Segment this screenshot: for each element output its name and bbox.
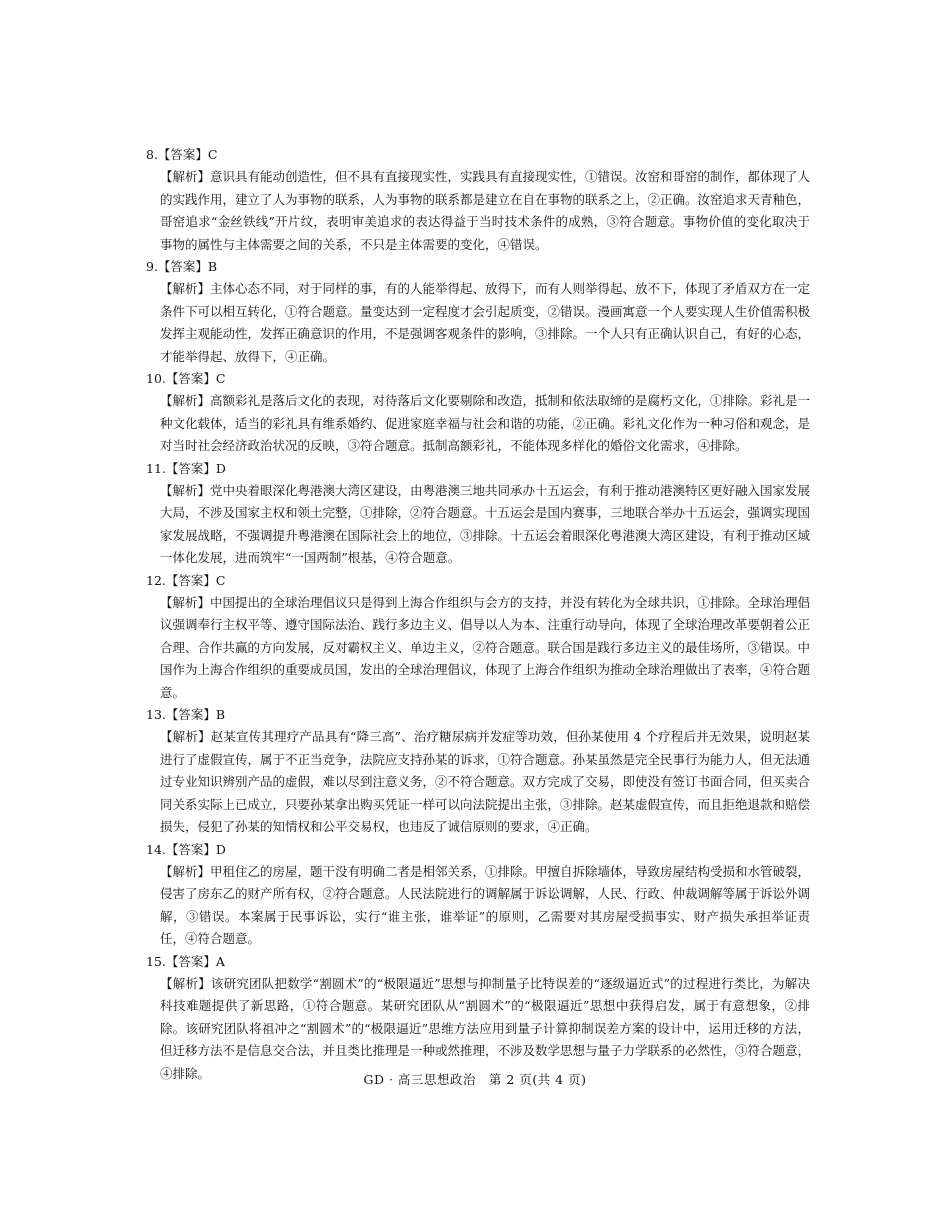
question-12 [146,570,810,705]
answer-line: 10.【答案】C [146,371,226,386]
answer-line: 14.【答案】D [146,841,226,857]
analysis-paragraph: 【解析】中国提出的全球治理倡议只是得到上海合作组织与会方的支持，并没有转化为全球共识，①排除。全球治理倡议强调奉行主权平等、遵守国际法治、践行多边主义、倡导以人为本、注重行动导向，体现了全球治理改革要朝着公正合理、合作共赢的方向发展，反对霸权主义、单边主义，②符合题意。联合国是践行多边主义的最佳场所，③错误。中国作为上海合作组织的重要成员国，发出的全球治理倡议，体现了上海合作组织为推动全球治理做出了表率，④符合题意。 [160,594,811,700]
analysis-paragraph: 【解析】意识具有能动创造性，但不具有直接现实性，实践具有直接现实性，①错误。汝窑和哥窑的制作，都体现了人的实践作用，建立了人为事物的联系，人为事物的联系都是建立在自在事物的联系之上，②正确。汝窑追求天青釉色，哥窑追求“金丝铁线”开片纹，表明审美追求的表达得益于当时技术条件的成熟，③符合题意。事物价值的变化取决于事物的属性与主体需要之间的关系，不只是主体需要的变化，④错误。 [160,169,811,252]
page-footer: GD · 高三思想政治 第 2 页(共 4 页) [363,1072,587,1087]
answer-line: 13.【答案】B [146,707,226,722]
answer-key-content [146,144,810,1085]
answer-line: 8.【答案】C [146,147,218,162]
answer-line: 12.【答案】C [146,572,226,588]
answer-line: 9.【答案】B [146,259,218,274]
question-9 [146,256,810,368]
question-13 [146,704,810,839]
answer-line: 15.【答案】A [146,953,225,969]
question-15 [146,951,810,1086]
question-8 [146,144,810,256]
question-11 [146,458,810,570]
analysis-paragraph: 【解析】高额彩礼是落后文化的表现，对待落后文化要剔除和改造，抵制和依法取缔的是腐朽文化，①排除。彩礼是一种文化载体，适当的彩礼具有维系婚约、促进家庭幸福与社会和谐的功能，②正确。彩礼文化作为一种习俗和观念，是对当时社会经济政治状况的反映，③符合题意。抵制高额彩礼，不能体现多样化的婚俗文化需求，④排除。 [160,393,811,453]
analysis-paragraph: 【解析】主体心态不同，对于同样的事，有的人能举得起、放得下，而有人则举得起、放不下，体现了矛盾双方在一定条件下可以相互转化，①符合题意。量变达到一定程度才会引起质变，②错误。漫画寓意一个人要实现人生价值需积极发挥主观能动性，发挥正确意识的作用，不是强调客观条件的影响，③排除。一个人只有正确认识自己，有好的心态，才能举得起、放得下，④正确。 [160,281,811,364]
analysis-paragraph: 【解析】甲租住乙的房屋，题干没有明确二者是相邻关系，①排除。甲擅自拆除墙体，导致房屋结构受损和水管破裂，侵害了房东乙的财产所有权，②符合题意。人民法院进行的调解属于诉讼调解，人民、行政、仲裁调解等属于诉讼外调解，③错误。本案属于民事诉讼，实行“谁主张，谁举证”的原则，乙需要对其房屋受损事实、财产损失承担举证责任，④符合题意。 [160,863,811,946]
question-14 [146,839,810,951]
question-10 [146,368,810,458]
analysis-paragraph: 【解析】赵某宣传其理疗产品具有“降三高”、治疗糖尿病并发症等功效，但孙某使用 4 个疗程后并无效果，说明赵某进行了虚假宣传，属于不正当竞争，法院应支持孙某的诉求，①符合题意。孙某虽然是完全民事行为能力人，但无法通过专业知识辨别产品的虚假，难以尽到注意义务，②不符合题意。双方完成了交易，即使没有签订书面合同，但买卖合同关系实际上已成立，只要孙某拿出购买凭证一样可以向法院提出主张，③排除。赵某虚假宣传，而且拒绝退款和赔偿损失，侵犯了孙某的知情权和公平交易权，也违反了诚信原则的要求，④正确。 [160,729,811,834]
analysis-paragraph: 【解析】党中央着眼深化粤港澳大湾区建设，由粤港澳三地共同承办十五运会，有利于推动港澳特区更好融入国家发展大局，不涉及国家主权和领土完整，①排除，②符合题意。十五运会是国内赛事，三地联合举办十五运会，强调实现国家发展战略，不强调提升粤港澳在国际社会上的地位，③排除。十五运会着眼深化粤港澳大湾区建设，有利于推动区域一体化发展，进而筑牢“一国两制”根基，④符合题意。 [160,482,811,565]
analysis-paragraph: 【解析】该研究团队把数学“割圆术”的“极限逼近”思想与抑制量子比特误差的“逐级逼近式”的过程进行类比，为解决科技难题提供了新思路，①符合题意。某研究团队从“割圆术”的“极限逼近”思想中获得启发，属于有意想象，②排除。该研究团队将祖冲之“割圆术”的“极限逼近”思维方法应用到量子计算抑制误差方案的设计中，运用迁移的方法，但迁移方法不是信息交合法，并且类比推理是一种或然推理，不涉及数学思想与量子力学联系的必然性，③符合题意，④排除。 [160,975,811,1081]
answer-line: 11.【答案】D [146,460,226,476]
